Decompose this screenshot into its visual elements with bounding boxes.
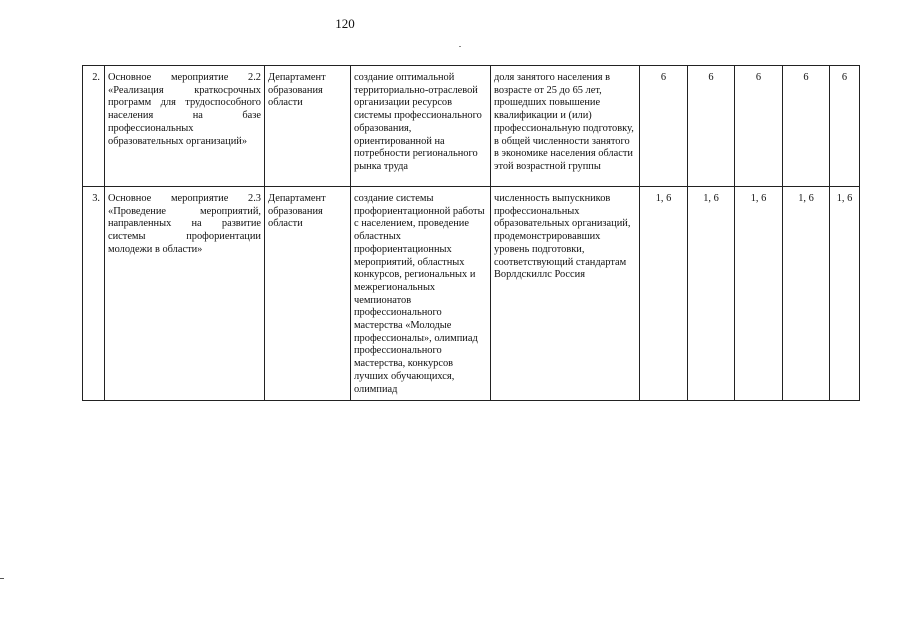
event-cell: Основное мероприятие 2.3 «Проведение мероприятий, направленных на развитие системы профориентации молодежи в области» bbox=[105, 187, 265, 401]
executor-cell: Департамент образования области bbox=[265, 187, 351, 401]
table-row bbox=[83, 66, 860, 187]
table-row bbox=[83, 187, 860, 401]
value-cell: 6 bbox=[688, 66, 735, 187]
row-number: 2. bbox=[83, 66, 105, 187]
indicator-cell: численность выпускников профессиональных образовательных организаций, продемонстрировавших уровень подготовки, соответствующий стандартам Ворлдскиллс Россия bbox=[491, 187, 640, 401]
page-number: 120 bbox=[335, 16, 355, 31]
scan-mark bbox=[459, 46, 461, 47]
value-cell: 1, 6 bbox=[688, 187, 735, 401]
executor-cell: Департамент образования области bbox=[265, 66, 351, 187]
result-cell: создание оптимальной территориально-отраслевой организации ресурсов системы профессионального образования, ориентированной на потребности регионального рынка труда bbox=[351, 66, 491, 187]
value-cell: 6 bbox=[783, 66, 830, 187]
row-number: 3. bbox=[83, 187, 105, 401]
value-cell: 1, 6 bbox=[640, 187, 688, 401]
program-table bbox=[82, 65, 860, 401]
result-cell: создание системы профориентационной работы с населением, проведение областных профориентационных мероприятий, областных конкурсов, региональных и межрегиональных чемпионатов профессионального мастерства «Молодые профессионалы», олимпиад профессионального мастерства, конкурсов лучших обучающихся, олимпиад bbox=[351, 187, 491, 401]
indicator-cell: доля занятого населения в возрасте от 25 до 65 лет, прошедших повышение квалификации и (или) профессиональную подготовку, в общей численности занятого в экономике населения области этой возрастной группы bbox=[491, 66, 640, 187]
margin-mark bbox=[0, 578, 4, 579]
event-cell: Основное мероприятие 2.2 «Реализация краткосрочных программ для трудоспособного населения на базе профессиональных образовательных организаций» bbox=[105, 66, 265, 187]
value-cell: 6 bbox=[735, 66, 783, 187]
value-cell: 1, 6 bbox=[735, 187, 783, 401]
value-cell: 6 bbox=[830, 66, 860, 187]
value-cell: 6 bbox=[640, 66, 688, 187]
value-cell: 1, 6 bbox=[830, 187, 860, 401]
value-cell: 1, 6 bbox=[783, 187, 830, 401]
